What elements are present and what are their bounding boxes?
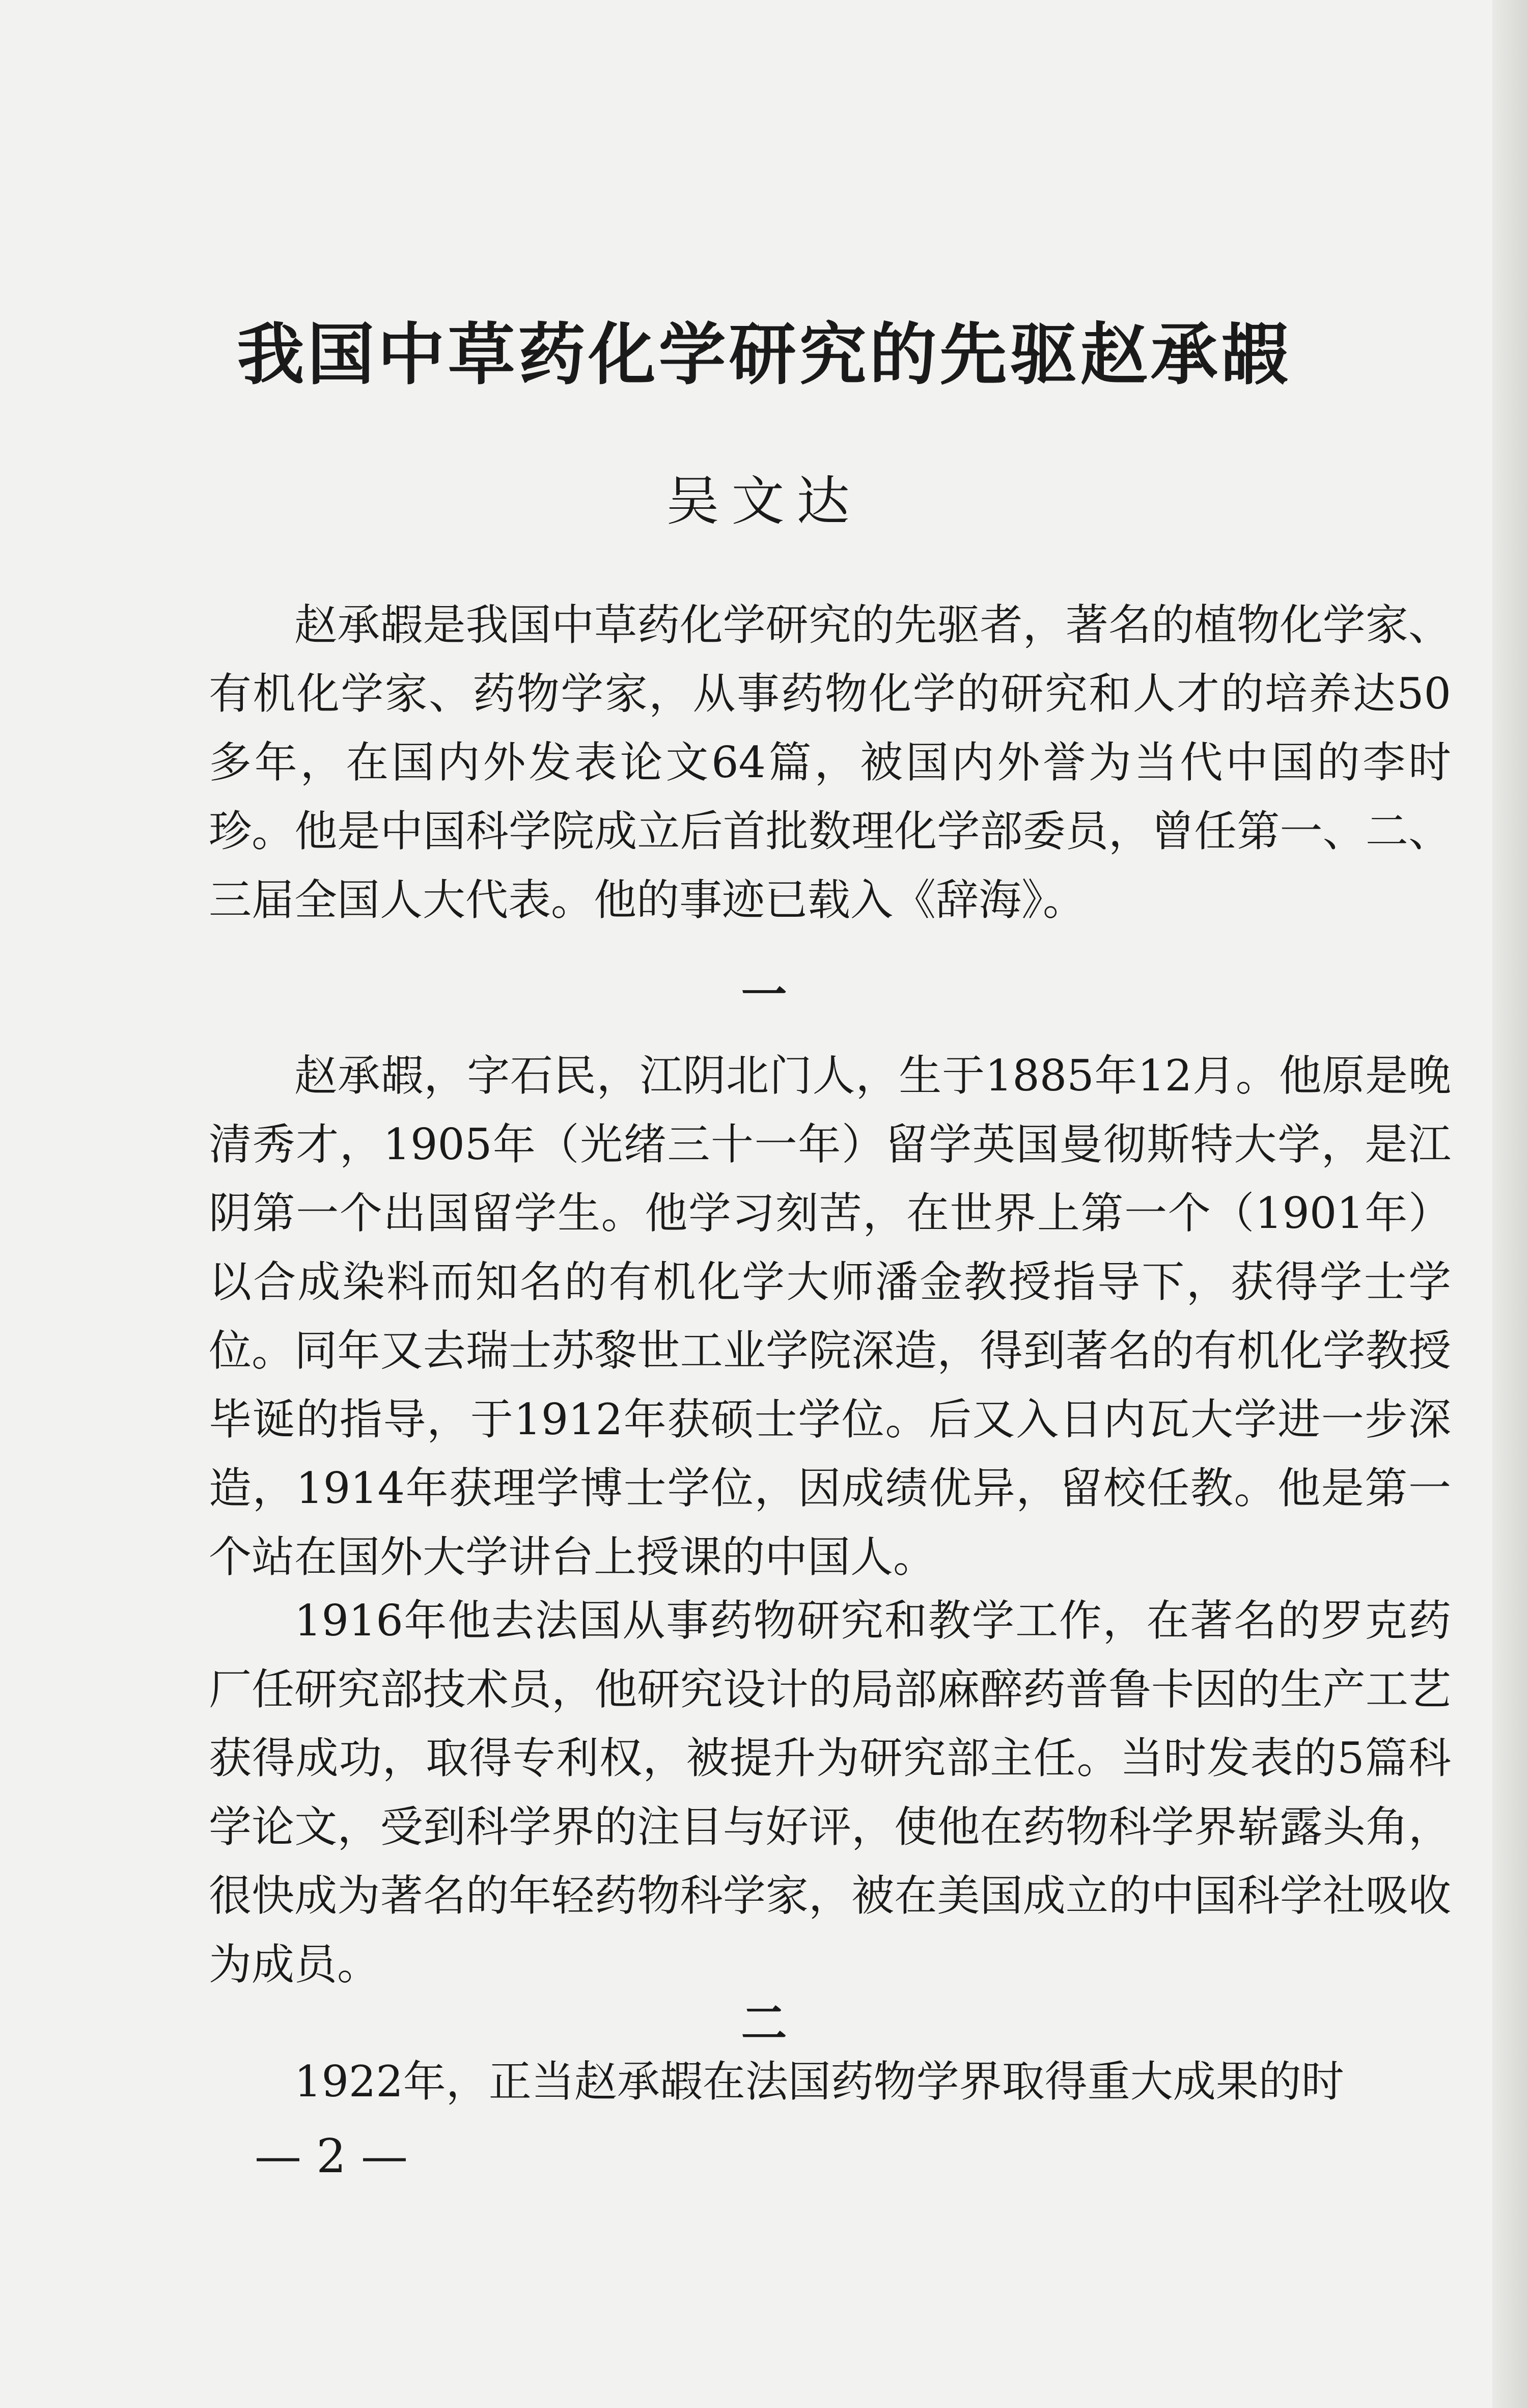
- paragraph-1: 赵承嘏是我国中草药化学研究的先驱者，著名的植物化学家、有机化学家、药物学家，从事药物化学的研究和人才的培养达50多年，在国内外发表论文64篇，被国内外誉为当代中国的李时珍。他是中国科学院成立后首批数理化学部委员，曾任第一、二、三届全国人大代表。他的事迹已载入《辞海》。: [209, 600, 1451, 925]
- page-title: 我国中草药化学研究的先驱赵承嘏: [237, 315, 1291, 394]
- paragraph-4: 1922年，正当赵承嘏在法国药物学界取得重大成果的时: [294, 2057, 1344, 2106]
- page-number: — 2 —: [255, 2129, 408, 2183]
- author: 吴文达: [666, 470, 862, 532]
- paragraph-3: 1916年他去法国从事药物研究和教学工作，在著名的罗克药厂任研究部技术员，他研究设计的局部麻醉药普鲁卡因的生产工艺获得成功，取得专利权，被提升为研究部主任。当时发表的5篇科学论文，受到科学界的注目与好评，使他在药物科学界崭露头角，很快成为著名的年轻药物科学家，被在美国成立的中国科学社吸收为成员。: [209, 1596, 1451, 1989]
- section-heading-2: 二: [741, 1996, 787, 2050]
- paragraph-2: 赵承嘏，字石民，江阴北门人，生于1885年12月。他原是晚清秀才，1905年（光绪三十一年）留学英国曼彻斯特大学，是江阴第一个出国留学生。他学习刻苦，在世界上第一个（1901年）以合成染料而知名的有机化学大师潘金教授指导下，获得学士学位。同年又去瑞士苏黎世工业学院深造，得到著名的有机化学教授毕诞的指导，于1912年获硕士学位。后又入日内瓦大学进一步深造，1914年获理学博士学位，因成绩优异，留校任教。他是第一个站在国外大学讲台上授课的中国人。: [209, 1051, 1451, 1582]
- section-heading-1: 一: [741, 968, 787, 1022]
